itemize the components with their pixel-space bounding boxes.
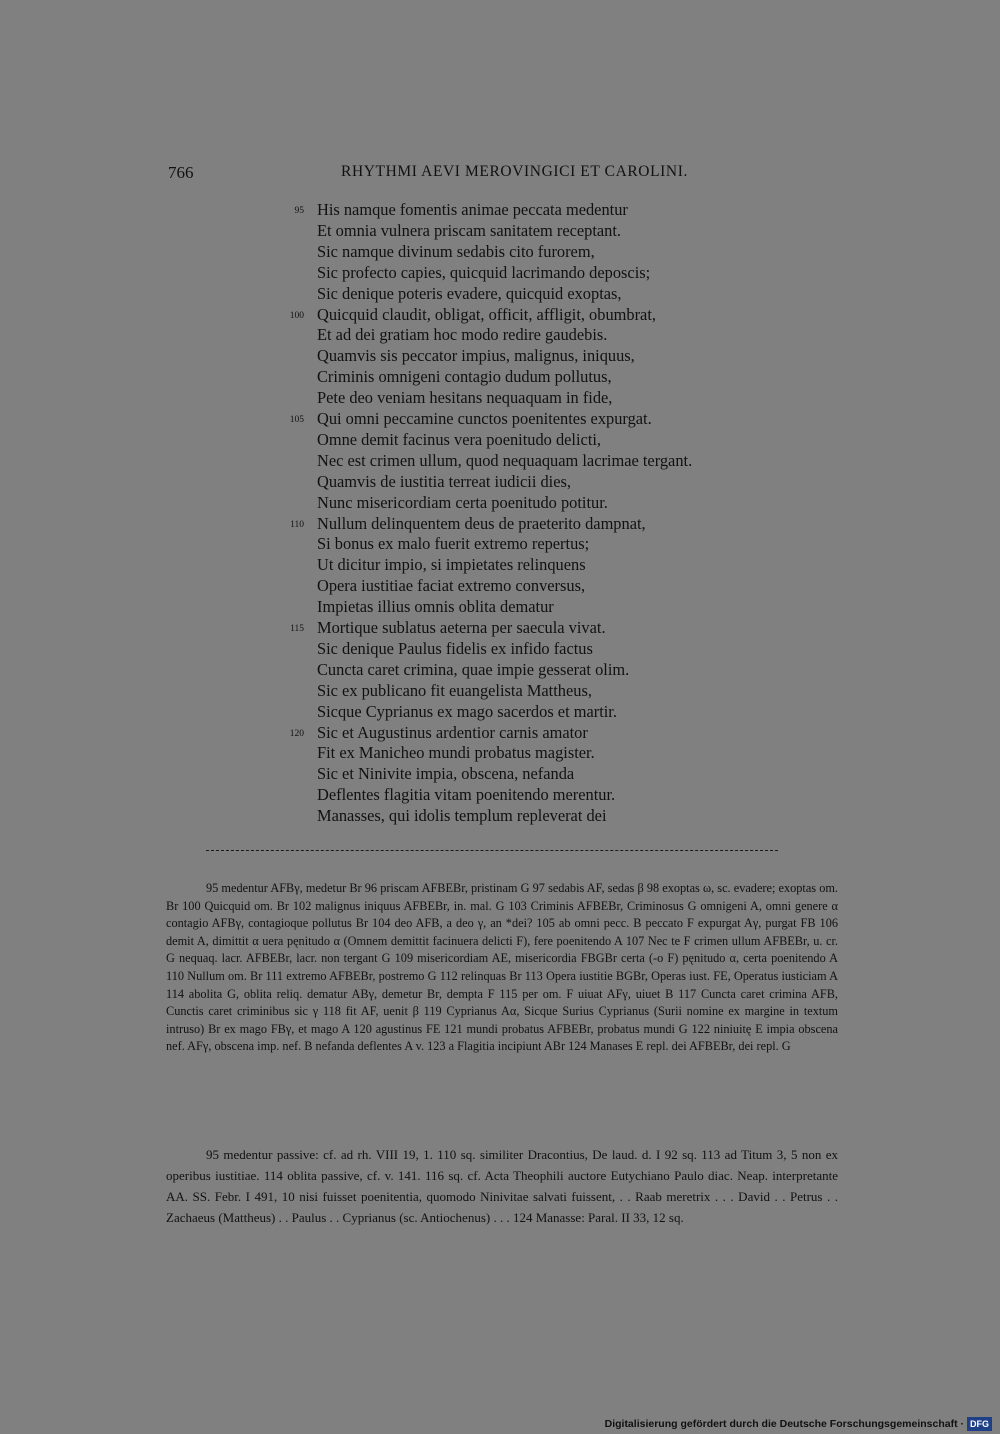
- source-notes: [166, 1144, 838, 1228]
- line-text: Sic profecto capies, quicquid lacrimando deposcis;: [317, 262, 651, 282]
- poem-line: [0, 367, 1000, 388]
- line-text: Nunc misericordiam certa poenitudo potitur.: [317, 492, 608, 512]
- funding-credit: Digitalisierung gefördert durch die Deutsche Forschungsgemeinschaft ·: [604, 1418, 964, 1430]
- poem-line: [0, 534, 1000, 555]
- line-text: Et ad dei gratiam hoc modo redire gaudebis.: [317, 325, 608, 345]
- footer-credit: [605, 1416, 992, 1432]
- line-text: Sic et Ninivite impia, obscena, nefanda: [317, 764, 575, 784]
- running-title: RHYTHMI AEVI MEROVINGICI ET CAROLINI.: [341, 163, 688, 180]
- footnote-divider: [206, 850, 778, 851]
- poem-line: [0, 200, 1000, 221]
- line-number: 105: [289, 415, 304, 425]
- line-text: Sic namque divinum sedabis cito furorem,: [317, 241, 595, 261]
- line-number: 95: [294, 206, 304, 216]
- line-text: Nullum delinquentem deus de praeterito dampnat,: [317, 513, 646, 533]
- poem-line: [0, 639, 1000, 660]
- poem-line: [0, 785, 1000, 806]
- line-text: Mortique sublatus aeterna per saecula vivat.: [317, 618, 606, 637]
- poem-line: [0, 555, 1000, 576]
- line-number: 115: [290, 624, 304, 634]
- line-number: 110: [290, 519, 304, 530]
- apparatus-text: 95 medentur AFBγ, medetur Br 96 priscam AFBEBr, pristinam G 97 sedabis AF, sedas β 98 exoptas ω, sc. evadere; exoptas om. Br 100 Quicquid om. Br 102 malignus iniquus AFBEBr, in. mal. G 103 Criminis AFBEBr, Criminosus G omnigeni A, omni genere α contagio AFBγ, contagioque pollutus Br 104 deo AFB, a deo γ, an *dei? 105 ab omni pecc. B peccato F expurgat Aγ, purgat FB 106 demit A, dimittit α uera pęnitudo α (Omnem demittit facinuera delicti F), fere poenitendo A 107 Nec te F crimen ullum AFBEBr, u. cr. G nequaq. lacr. AFBEBr, lacr. non tergant G 109 misericordiam AE, misericordia FBGBr certa (-o F) pęnitudo α, certa poenitendo A 110 Nullum om. Br 111 extremo AFBEBr, postremo G 112 relinquas Br 113 Opera iustitie BGBr, Operas iust. FE, Operatus iusticiam A 114 abolita G, oblita reliq. dematur ABγ, demetur Br, dempta F 115 per om. F uiuat AFγ, uiuet B 117 Cuncta caret crimina AFB, Cunctis caret criminibus sic γ 118 fit AF, uenit β 119 Cyprianus Aα, Sicque Surius Cyprianus (Surii nomine ex margine in textum intruso) Br ex mago FBγ, et mago A 120 agustinus FE 121 mundi probatus AFBEBr, probatus mundi G 122 niniuitę E impia obscena nef. AFγ, obscena imp. nef. B nefanda deflentes A v. 123 a Flagitia incipiunt ABr 124 Manases E repl. dei AFBEBr, dei repl. G: [166, 881, 838, 1054]
- line-text: Sic et Augustinus ardentior carnis amator: [317, 722, 588, 742]
- poem-line: [0, 472, 1000, 493]
- line-text: Sic denique poteris evadere, quicquid exoptas,: [317, 283, 622, 303]
- poem-line: [0, 430, 1000, 451]
- poem-line: [0, 806, 1000, 827]
- dfg-logo: DFG: [967, 1417, 992, 1431]
- line-text: Pete deo veniam hesitans nequaquam in fide,: [317, 388, 613, 408]
- line-text: Manasses, qui idolis templum repleverat dei: [317, 806, 607, 826]
- line-text: Quicquid claudit, obligat, officit, affligit, obumbrat,: [317, 304, 656, 324]
- line-number: 100: [289, 310, 304, 321]
- line-text: Opera iustitiae faciat extremo conversus,: [317, 576, 586, 596]
- poem-line: [0, 388, 1000, 409]
- poem-line: [0, 409, 1000, 430]
- line-text: His namque fomentis animae peccata medentur: [317, 200, 628, 219]
- line-text: Deflentes flagitia vitam poenitendo merentur.: [317, 785, 616, 805]
- poem-line: [0, 764, 1000, 785]
- line-text: Nec est crimen ullum, quod nequaquam lacrimae tergant.: [317, 450, 693, 470]
- poem-line: [0, 660, 1000, 681]
- poem-line: [0, 514, 1000, 535]
- line-text: Criminis omnigeni contagio dudum pollutus,: [317, 367, 612, 387]
- sources-text: 95 medentur passive: cf. ad rh. VIII 19, 1. 110 sq. similiter Dracontius, De laud. d. I 92 sq. 113 ad Titum 3, 5 non ex operibus iustitiae. 114 oblita passive, cf. v. 141. 116 sq. cf. Acta Theophili auctore Eutychiano Paulo diac. Neap. interpretante AA. SS. Febr. I 491, 10 nisi fuisset poenitentia, quomodo Ninivitae salvati fuissent, . . Raab meretrix . . . David . . Petrus . . Zachaeus (Mattheus) . . Paulus . . Cyprianus (sc. Antiochenus) . . . 124 Manasse: Paral. II 33, 12 sq.: [166, 1147, 838, 1225]
- poem-line: [0, 451, 1000, 472]
- poem-line: [0, 493, 1000, 514]
- line-text: Quamvis de iustitia terreat iudicii dies,: [317, 471, 571, 491]
- poem-line: [0, 325, 1000, 346]
- line-number: 120: [289, 728, 304, 739]
- line-text: Fit ex Manicheo mundi probatus magister.: [317, 743, 595, 763]
- line-text: Quamvis sis peccator impius, malignus, iniquus,: [317, 346, 635, 366]
- poem-line: [0, 681, 1000, 702]
- line-text: Sic denique Paulus fidelis ex infido factus: [317, 638, 593, 658]
- line-text: Si bonus ex malo fuerit extremo repertus;: [317, 534, 590, 554]
- line-text: Ut dicitur impio, si impietates relinquens: [317, 555, 586, 575]
- line-text: Qui omni peccamine cunctos poenitentes expurgat.: [317, 409, 652, 428]
- line-text: Sicque Cyprianus ex mago sacerdos et martir.: [317, 701, 617, 721]
- critical-apparatus: [166, 880, 838, 1056]
- page-number: 766: [168, 163, 194, 182]
- poem-line: [0, 346, 1000, 367]
- poem-line: [0, 221, 1000, 242]
- poem-line: [0, 618, 1000, 639]
- line-text: Sic ex publicano fit euangelista Mattheus,: [317, 680, 592, 700]
- line-text: Omne demit facinus vera poenitudo delicti,: [317, 429, 602, 449]
- poem-line: [0, 702, 1000, 723]
- poem-line: [0, 743, 1000, 764]
- poem-line: [0, 597, 1000, 618]
- poem-line: [0, 263, 1000, 284]
- poem-line: [0, 242, 1000, 263]
- poem-line: [0, 305, 1000, 326]
- line-text: Impietas illius omnis oblita dematur: [317, 597, 554, 617]
- line-text: Cuncta caret crimina, quae impie gesserat olim.: [317, 659, 630, 679]
- poem-line: [0, 576, 1000, 597]
- line-text: Et omnia vulnera priscam sanitatem receptant.: [317, 220, 622, 240]
- page-header: [168, 163, 688, 185]
- poem-line: [0, 284, 1000, 305]
- poem-line: [0, 723, 1000, 744]
